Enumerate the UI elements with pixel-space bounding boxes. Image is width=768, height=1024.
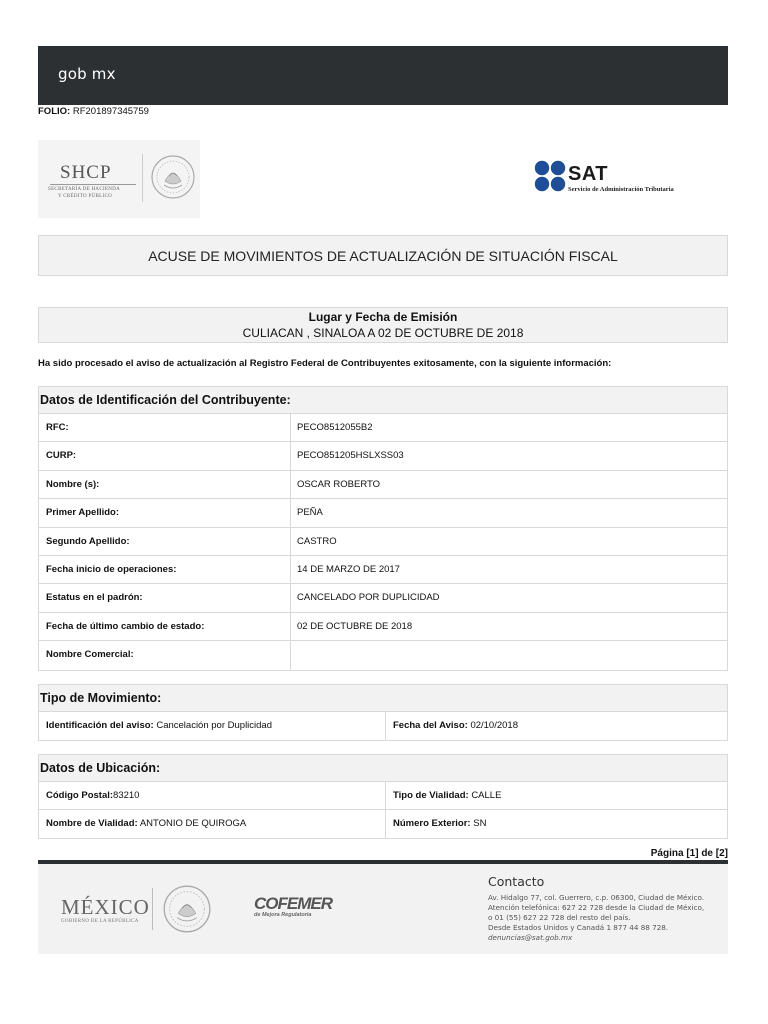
table-cell [39,810,386,838]
shcp-logo [38,140,200,218]
field-label: RFC: [39,414,291,441]
section-title: Datos de Ubicación: [39,755,727,782]
field-label: Fecha inicio de operaciones: [39,556,291,583]
exterior-number-value: SN [473,818,487,829]
field-value: PECO8512055B2 [297,422,373,433]
shcp-underline [50,184,136,185]
field-label: Estatus en el padrón: [39,584,291,611]
postal-code-value: 83210 [113,790,140,801]
table-row [39,499,727,527]
sat-dots-icon [534,160,566,192]
shcp-acronym: SHCP [60,162,112,183]
field-label: Segundo Apellido: [39,528,291,555]
section-title: Datos de Identificación del Contribuyente: [39,387,727,414]
place-date-value: CULIACAN , SINALOA A 02 DE OCTUBRE DE 2018 [242,326,524,340]
field-label: Primer Apellido: [39,499,291,526]
field-value: PEÑA [297,507,323,519]
folio-line [38,106,149,117]
movement-section [38,684,728,741]
field-label: Nombre Comercial: [39,641,291,669]
section-title: Tipo de Movimiento: [39,685,727,712]
field-value: 02 DE OCTUBRE DE 2018 [297,620,413,632]
table-cell [386,810,727,838]
table-row [39,584,727,612]
folio-label: FOLIO: [38,106,71,117]
processing-notice: Ha sido procesado el aviso de actualización al Registro Federal de Contribuyentes exitosamente, con la siguiente información: [38,358,612,369]
mexico-subtitle: GOBIERNO DE LA REPÚBLICA [61,919,139,924]
contact-email[interactable]: denuncias@sat.gob.mx [488,933,573,942]
national-seal-icon [162,884,212,934]
contact-line: Av. Hidalgo 77, col. Guerrero, c.p. 06300, Ciudad de México. [488,893,705,902]
notice-date-label: Fecha del Aviso: [393,720,468,731]
field-label: CURP: [39,442,291,469]
table-cell [39,782,386,809]
field-value [291,641,727,669]
field-value: 14 DE MARZO DE 2017 [297,563,400,575]
contact-title: Contacto [488,874,545,889]
contact-line: Atención telefónica: 627 22 728 desde la Ciudad de México, [488,903,705,912]
page-indicator: Página [1] de [2] [650,848,728,859]
road-type-label: Tipo de Vialidad: [393,790,469,801]
field-value: OSCAR ROBERTO [297,478,381,490]
table-row [39,613,727,641]
gobmx-logo[interactable]: gob mx [58,65,116,83]
field-value: CANCELADO POR DUPLICIDAD [297,592,440,604]
footer [38,864,728,954]
shcp-line-2: Y CRÉDITO PÚBLICO [58,194,112,199]
contact-block [488,874,724,943]
road-type-value: CALLE [471,790,502,801]
table-row [39,641,727,669]
national-seal-icon [150,154,196,200]
table-row [39,782,727,810]
place-date-label: Lugar y Fecha de Emisión [308,310,458,324]
folio-value: RF201897345759 [72,106,149,117]
table-cell [39,712,386,740]
cofemer-subtitle: de Mejora Regulatoria [254,912,312,918]
sat-logo [534,160,714,196]
table-cell [386,712,727,740]
cofemer-logo [254,894,332,926]
location-section [38,754,728,839]
table-row [39,712,727,740]
table-row [39,556,727,584]
contact-line: Desde Estados Unidos y Canadá 1 877 44 88 728. [488,923,669,932]
table-row [39,442,727,470]
document-title: ACUSE DE MOVIMIENTOS DE ACTUALIZACIÓN DE SITUACIÓN FISCAL [38,235,728,276]
notice-id-value: Cancelación por Duplicidad [156,720,272,731]
notice-id-label: Identificación del aviso: [46,720,154,731]
notice-date-value: 02/10/2018 [470,720,518,731]
logo-divider [142,154,143,202]
road-name-label: Nombre de Vialidad: [46,818,138,829]
contact-line: o 01 (55) 627 22 728 del resto del país. [488,913,631,922]
exterior-number-label: Número Exterior: [393,818,471,829]
place-date-box [38,307,728,343]
table-cell [386,782,727,809]
table-row [39,414,727,442]
sat-name: Servicio de Administración Tributaria [568,186,674,193]
taxpayer-section [38,386,728,671]
cofemer-word: COFEMER [254,894,332,913]
sat-acronym: SAT [568,163,609,185]
field-label: Fecha de último cambio de estado: [39,613,291,640]
gob-header-bar [38,46,728,105]
postal-code-label: Código Postal: [46,790,114,801]
table-row [39,810,727,838]
mexico-logo: MÉXICO [61,895,150,919]
road-name-value: ANTONIO DE QUIROGA [139,818,247,829]
field-value: PECO851205HSLXSS03 [297,450,404,462]
table-row [39,471,727,499]
table-row [39,528,727,556]
logo-divider [152,888,153,930]
taxpayer-table [39,414,727,670]
field-label: Nombre (s): [39,471,291,498]
field-value: CASTRO [297,535,337,547]
shcp-line-1: SECRETARÍA DE HACIENDA [48,187,121,192]
